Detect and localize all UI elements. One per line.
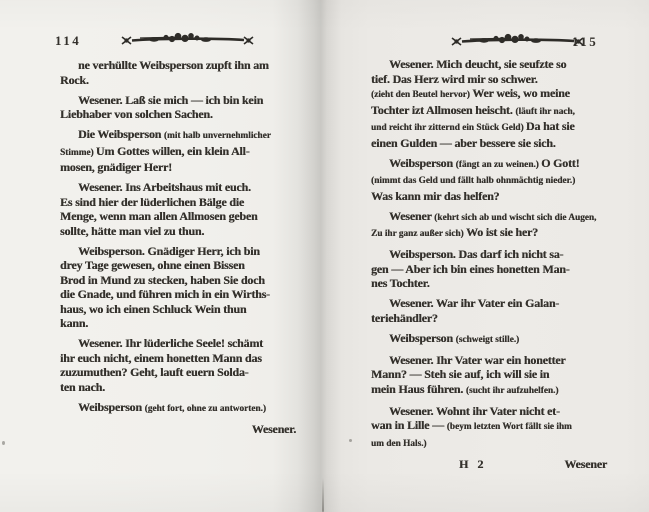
- text-line: [60, 244, 296, 259]
- dialogue-text: Weibsperson: [389, 330, 456, 345]
- floral-ornament-icon: [448, 32, 588, 49]
- gutter-crease: [322, 478, 324, 512]
- dialogue-text: ne verhüllte Weibsperson zupft ihn am: [78, 58, 269, 72]
- stage-direction: und reicht ihr zitternd ein Stück Geld): [371, 123, 526, 133]
- text-line: [371, 119, 609, 136]
- text-line: [371, 262, 609, 277]
- dialogue-text: teriehändler?: [371, 310, 438, 325]
- text-line: [60, 302, 296, 317]
- paragraph: [60, 58, 296, 87]
- text-line: [371, 172, 609, 189]
- text-line: [371, 418, 609, 435]
- dialogue-text: gen — Aber ich bin eines honetten Man-: [371, 261, 570, 276]
- dialogue-text: Da hat sie: [525, 119, 575, 133]
- stage-direction: (sucht ihr aufzuhelfen.): [465, 385, 559, 396]
- dialogue-text: Es sind hier der lüderlichen Bälge die: [60, 194, 244, 209]
- dialogue-text: drey Tage gewesen, ohne einen Bissen: [60, 258, 245, 272]
- dialogue-text: ten nach.: [60, 379, 105, 394]
- text-line: [371, 189, 609, 204]
- dialogue-text: Wer weis, wo meine: [472, 86, 570, 100]
- dialogue-text: Wesener: [389, 208, 435, 223]
- dialogue-text: Weibsperson. Gnädiger Herr, ich bin: [78, 243, 260, 258]
- paragraph: [60, 93, 296, 122]
- dialogue-text: Liebhaber von solchen Sachen.: [60, 107, 213, 121]
- right-page-paragraphs: [371, 57, 609, 451]
- floral-ornament-icon: [118, 31, 258, 48]
- page-number-right: 115: [572, 34, 599, 49]
- text-line: [371, 57, 609, 72]
- dialogue-text: nes Tochter.: [371, 276, 430, 290]
- text-line: [60, 380, 296, 395]
- dialogue-text: Wesener. War ihr Vater ein Galan-: [389, 296, 560, 310]
- text-line: [371, 225, 609, 242]
- paper-speck: [2, 441, 5, 445]
- text-line: [60, 180, 296, 195]
- text-line: [371, 276, 609, 291]
- text-line: [60, 365, 296, 380]
- paragraph: [60, 336, 296, 394]
- stage-direction: Zu ihr ganz außer sich): [371, 229, 466, 239]
- dialogue-text: Wesener. Laß sie mich — ich bin kein: [78, 92, 264, 107]
- text-line: [371, 86, 609, 103]
- dialogue-text: wan in Lille —: [371, 418, 447, 432]
- dialogue-text: ihr euch nicht, einem honetten Mann das: [60, 350, 262, 365]
- text-line: [60, 73, 296, 88]
- paragraph: [371, 331, 609, 348]
- stage-direction: (mit halb unvernehmlicher: [163, 131, 271, 141]
- text-line: [60, 160, 296, 175]
- dialogue-text: Die Weibsperson: [78, 127, 164, 141]
- right-page-footer: [371, 457, 609, 472]
- stage-direction: (nimmt das Geld und fällt halb ohnmächtig nieder.): [371, 176, 576, 186]
- text-line: [60, 58, 296, 73]
- signature-mark: H 2: [459, 456, 487, 471]
- stage-direction: (fängt an zu weinen.): [455, 159, 542, 170]
- text-line: [60, 287, 296, 302]
- paragraph: [371, 156, 609, 204]
- text-line: [371, 353, 609, 368]
- dialogue-text: Wo ist sie her?: [465, 225, 538, 239]
- stage-direction: (zieht den Beutel hervor): [371, 90, 473, 100]
- dialogue-text: Wesener. Wohnt ihr Vater nicht et-: [389, 403, 560, 418]
- text-line: [371, 367, 609, 382]
- dialogue-text: Brod in Mund zu stecken, haben Sie doch: [60, 272, 265, 287]
- text-line: [60, 258, 296, 273]
- text-line: [60, 336, 296, 351]
- text-line: [371, 156, 609, 173]
- stage-direction: (geht fort, ohne zu antworten.): [144, 403, 266, 414]
- paragraph: [60, 244, 296, 331]
- dialogue-text: Was kann mir das helfen?: [371, 188, 500, 203]
- text-line: [60, 316, 296, 331]
- text-line: [371, 382, 609, 399]
- stage-direction: um den Hals.): [371, 438, 427, 449]
- text-line: [371, 72, 609, 87]
- text-line: [371, 296, 609, 311]
- paragraph: [371, 353, 609, 399]
- text-line: [60, 400, 296, 417]
- left-page-text: [60, 58, 296, 437]
- paper-speck: [349, 439, 352, 442]
- paragraph: [60, 400, 296, 417]
- dialogue-text: Weibsperson. Das darf ich nicht sa-: [389, 247, 564, 261]
- dialogue-text: mein Haus führen.: [371, 381, 466, 396]
- dialogue-text: einen Gulden — aber bessere sie sich.: [371, 135, 556, 150]
- dialogue-text: Weibsperson: [389, 155, 456, 170]
- text-line: [371, 331, 609, 348]
- dialogue-text: Rock.: [60, 72, 89, 87]
- catchword-right: Wesener: [564, 456, 607, 471]
- paragraph: [371, 404, 609, 452]
- dialogue-text: zuzumuthen? Geht, lauft euern Solda-: [60, 365, 249, 379]
- text-line: [60, 144, 296, 161]
- text-line: [371, 435, 609, 452]
- dialogue-text: kann.: [60, 316, 89, 330]
- stage-direction: Stimme): [60, 147, 96, 158]
- dialogue-text: Wesener. Ins Arbeitshaus mit euch.: [78, 180, 251, 194]
- text-line: [60, 351, 296, 366]
- right-page-text: [371, 57, 609, 472]
- left-page-paragraphs: [60, 58, 296, 416]
- dialogue-text: Wesener. Ihr Vater war ein honetter: [389, 352, 566, 367]
- dialogue-text: Mann? — Steh sie auf, ich will sie in: [371, 367, 550, 381]
- dialogue-text: Menge, wenn man allen Allmosen geben: [60, 209, 258, 223]
- paragraph: [60, 180, 296, 238]
- stage-direction: (beym letzten Wort fällt sie ihm: [446, 422, 572, 432]
- dialogue-text: Wesener. Ihr lüderliche Seele! schämt: [78, 336, 263, 350]
- text-line: [371, 209, 609, 226]
- page-number-left: 114: [55, 33, 82, 48]
- text-line: [60, 273, 296, 288]
- paragraph: [60, 127, 296, 175]
- text-line: [371, 103, 609, 120]
- dialogue-text: Tochter izt Allmosen heischt.: [371, 102, 516, 117]
- paragraph: [371, 57, 609, 150]
- dialogue-text: die Gnade, und führen mich in ein Wirths-: [60, 287, 270, 301]
- text-line: [60, 224, 296, 239]
- text-line: [60, 209, 296, 224]
- text-line: [60, 127, 296, 144]
- paragraph: [371, 247, 609, 291]
- dialogue-text: tief. Das Herz wird mir so schwer.: [371, 71, 538, 86]
- paragraph: [371, 296, 609, 325]
- dialogue-text: sollte, hätte man viel zu thun.: [60, 223, 205, 238]
- dialogue-text: haus, wo ich einen Schluck Wein thun: [60, 301, 247, 316]
- text-line: [371, 247, 609, 262]
- dialogue-text: O Gott!: [541, 155, 580, 170]
- dialogue-text: mosen, gnädiger Herr!: [60, 160, 172, 174]
- stage-direction: (kehrt sich ab und wischt sich die Augen,: [434, 212, 597, 223]
- text-line: [60, 195, 296, 210]
- paragraph: [371, 209, 609, 242]
- text-line: [60, 93, 296, 108]
- text-line: [371, 311, 609, 326]
- stage-direction: (läuft ihr nach,: [515, 106, 575, 117]
- stage-direction: (schweigt stille.): [455, 334, 520, 345]
- dialogue-text: Um Gottes willen, ein klein All-: [95, 143, 250, 158]
- text-line: [371, 404, 609, 419]
- dialogue-text: Wesener. Mich deucht, sie seufzte so: [389, 57, 567, 71]
- text-line: [60, 107, 296, 122]
- text-line: [371, 136, 609, 151]
- dialogue-text: Weibsperson: [78, 399, 145, 414]
- catchword-left: Wesener.: [251, 421, 296, 436]
